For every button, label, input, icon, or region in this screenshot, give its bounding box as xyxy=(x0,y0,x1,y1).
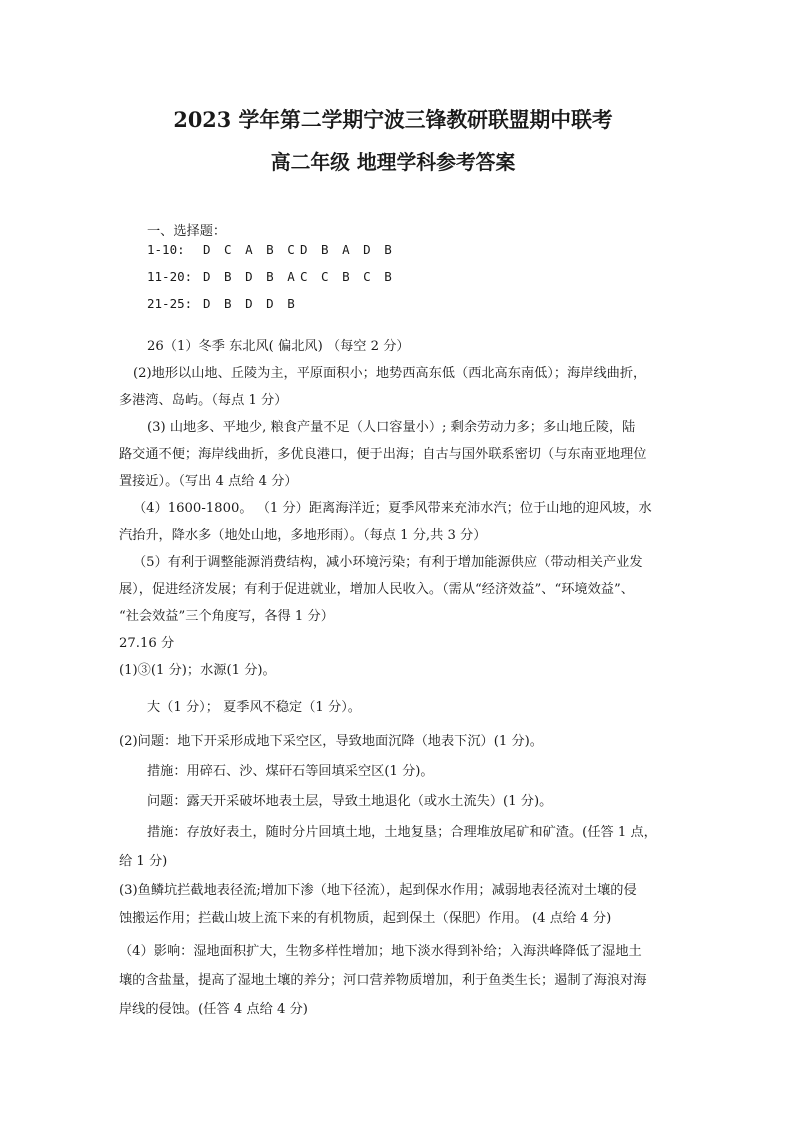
q27-line: 给 1 分) xyxy=(119,854,168,869)
q26-line: 路交通不便；海岸线曲折，多优良港口，便于出海；自古与国外联系密切（与东南亚地理位 xyxy=(119,447,647,462)
q27-line: (1)③(1 分)；水源(1 分)。 xyxy=(119,663,276,678)
q27-line: 措施：存放好表土，随时分片回填土地，土地复垦；合理堆放尾矿和矿渣。(任答 1 点， xyxy=(147,825,657,840)
q27-line: 问题：露天开采破坏地表土层，导致土地退化（或水土流失）(1 分)。 xyxy=(147,794,553,809)
mcq-row-answers-group2: D B A D B xyxy=(300,242,395,257)
mcq-row-answers-group1: D C A B C xyxy=(203,242,298,257)
mcq-row-range: 1-10: xyxy=(147,242,185,257)
mcq-row-answers-group1: D B D B A xyxy=(203,269,298,284)
q26-line: （4）1600-1800。 （1 分）距离海洋近；夏季风带来充沛水汽；位于山地的迎风坡，水 xyxy=(133,501,652,516)
mcq-heading: 一、选择题： xyxy=(147,224,227,239)
q27-line: (3)鱼鳞坑拦截地表径流;增加下渗（地下径流），起到保水作用；减弱地表径流对土壤的侵 xyxy=(119,883,637,898)
q27-line: 岸线的侵蚀。(任答 4 点给 4 分) xyxy=(119,1002,308,1017)
q27-line: 蚀搬运作用；拦截山坡上流下来的有机物质，起到保土（保肥）作用。 (4 点给 4 分) xyxy=(119,911,612,926)
q26-line: 26（1）冬季 东北风( 偏北风) （每空 2 分） xyxy=(147,339,410,354)
q27-line: 措施：用碎石、沙、煤矸石等回填采空区(1 分)。 xyxy=(147,764,434,779)
q26-line: （5）有利于调整能源消费结构，减小环境污染；有利于增加能源供应（带动相关产业发 xyxy=(133,555,643,570)
document-title: 2023 学年第二学期宁波三锋教研联盟期中联考 xyxy=(173,107,613,132)
q27-line: （4）影响：湿地面积扩大，生物多样性增加；地下淡水得到补给；入海洪峰降低了湿地土 xyxy=(119,944,642,959)
mcq-row-answers-group1: D B D D B xyxy=(203,296,298,311)
mcq-row-answers-group2: C C B C B xyxy=(300,269,395,284)
q27-line: (2)问题：地下开采形成地下采空区，导致地面沉降（地表下沉）(1 分)。 xyxy=(119,734,543,749)
q26-line: “社会效益”三个角度写，各得 1 分） xyxy=(119,609,334,624)
mcq-row-range: 21-25: xyxy=(147,296,193,311)
q26-line: 多港湾、岛屿。（每点 1 分） xyxy=(119,393,288,408)
mcq-row-range: 11-20: xyxy=(147,269,193,284)
q26-line: 展），促进经济发展；有利于促进就业，增加人民收入。（需从“经济效益”、“环境效益”、 xyxy=(119,582,634,597)
q26-line: 置接近）。（写出 4 点给 4 分） xyxy=(119,474,298,489)
document-subtitle: 高二年级 地理学科参考答案 xyxy=(270,150,516,174)
q26-line: 汽抬升，降水多（地处山地，多地形雨）。（每点 1 分,共 3 分） xyxy=(119,528,487,543)
q26-line: (2)地形以山地、丘陵为主，平原面积小；地势西高东低（西北高东南低）；海岸线曲折， xyxy=(133,366,647,381)
q27-line: 大（1 分）； 夏季风不稳定（1 分）。 xyxy=(147,700,361,715)
q27-line: 壤的含盐量，提高了湿地土壤的养分；河口营养物质增加，利于鱼类生长；遏制了海浪对海 xyxy=(119,973,647,988)
q27-heading: 27.16 分 xyxy=(119,636,175,651)
q26-line: (3) 山地多、平地少, 粮食产量不足（人口容量小）; 剩余劳动力多；多山地丘陵，陆 xyxy=(147,420,636,435)
